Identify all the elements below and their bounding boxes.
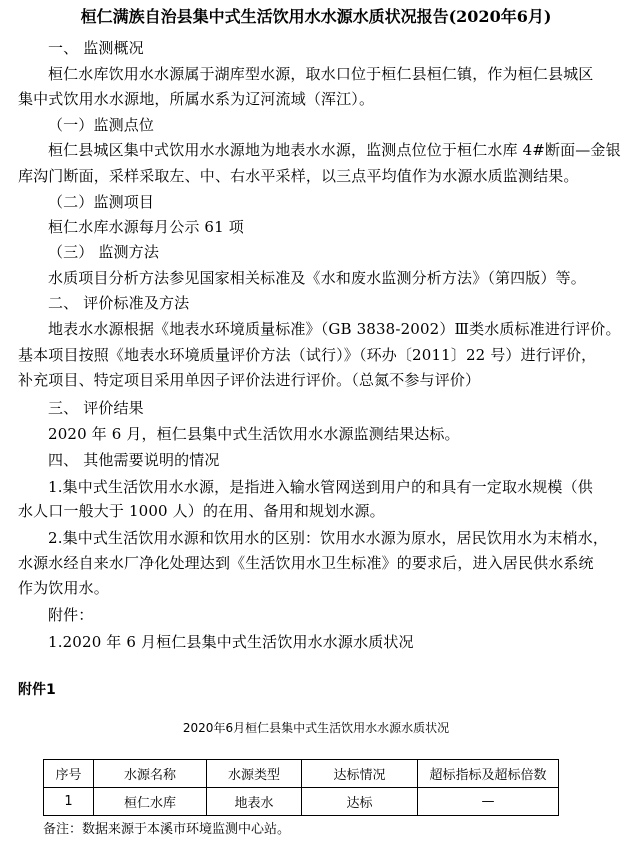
- section-heading-standard: 二、 评价标准及方法: [48, 294, 190, 312]
- table-header-row: [44, 760, 559, 788]
- items-paragraph-line: 桓仁水库水源每月公示 61 项: [48, 218, 244, 236]
- table-note: 备注：数据来源于本溪市环境监测中心站。: [43, 822, 291, 837]
- other-paragraph-line: 水人口一般大于 1000 人）的在用、备用和规划水源。: [18, 502, 385, 520]
- cell-compliance: 达标: [302, 788, 418, 816]
- cell-exceedance: —: [418, 788, 559, 816]
- subsection-heading-items: （二）监测项目: [48, 193, 155, 211]
- point-paragraph-line: 库沟门断面，采样采取左、中、右水平采样，以三点平均值作为水源水质监测结果。: [18, 167, 579, 185]
- other-paragraph-line: 水源水经自来水厂净化处理达到《生活饮用水卫生标准》的要求后，进入居民供水系统: [18, 554, 594, 572]
- standard-paragraph-line: 补充项目、特定项目采用单因子评价法进行评价。（总氮不参与评价）: [18, 371, 481, 389]
- overview-paragraph-line: 集中式饮用水水源地，所属水系为辽河流域（浑江）。: [18, 90, 375, 108]
- cell-source-name: 桓仁水库: [94, 788, 207, 816]
- other-paragraph-line: 作为饮用水。: [18, 579, 109, 597]
- section-heading-result: 三、 评价结果: [48, 399, 144, 417]
- header-source-name: 水源名称: [94, 760, 207, 788]
- cell-source-type: 地表水: [207, 788, 302, 816]
- point-paragraph-line: 桓仁县城区集中式饮用水水源地为地表水水源，监测点位位于桓仁水库 4#断面—金银: [48, 141, 621, 159]
- other-paragraph-line: 1.集中式生活饮用水水源，是指进入输水管网送到用户的和具有一定取水规模（供: [48, 478, 593, 496]
- method-paragraph-line: 水质项目分析方法参见国家相关标准及《水和废水监测分析方法》（第四版）等。: [48, 269, 586, 287]
- attachment-label: 附件1: [18, 682, 56, 698]
- table-caption: 2020年6月桓仁县集中式生活饮用水水源水质状况: [182, 721, 450, 735]
- report-title: 桓仁满族自治县集中式生活饮用水水源水质状况报告(2020年6月): [80, 7, 552, 26]
- other-paragraph-line: 2.集中式生活饮用水源和饮用水的区别：饮用水水源为原水，居民饮用水为末梢水，: [48, 529, 609, 547]
- result-paragraph-line: 2020 年 6 月，桓仁县集中式生活饮用水水源监测结果达标。: [48, 425, 460, 443]
- header-serial: 序号: [44, 760, 94, 788]
- section-heading-overview: 一、 监测概况: [48, 39, 144, 57]
- header-source-type: 水源类型: [207, 760, 302, 788]
- attachment-list-item: 1.2020 年 6 月桓仁县集中式生活饮用水水源水质状况: [48, 633, 414, 651]
- subsection-heading-point: （一）监测点位: [48, 116, 155, 134]
- overview-paragraph-line: 桓仁水库饮用水水源属于湖库型水源，取水口位于桓仁县桓仁镇，作为桓仁县城区: [48, 65, 594, 83]
- standard-paragraph-line: 地表水水源根据《地表水环境质量标准》（GB 3838-2002）Ⅲ类水质标准进行评价。: [48, 320, 621, 338]
- water-quality-table: [43, 759, 559, 816]
- header-compliance: 达标情况: [302, 760, 418, 788]
- header-exceedance: 超标指标及超标倍数: [418, 760, 559, 788]
- subsection-heading-method: （三） 监测方法: [48, 243, 159, 261]
- table-row: [44, 788, 559, 816]
- cell-serial: 1: [44, 788, 94, 816]
- attachments-heading: 附件：: [48, 606, 94, 624]
- standard-paragraph-line: 基本项目按照《地表水环境质量评价方法（试行）》（环办〔2011〕22 号）进行评价，: [18, 346, 597, 364]
- section-heading-other: 四、 其他需要说明的情况: [48, 451, 220, 469]
